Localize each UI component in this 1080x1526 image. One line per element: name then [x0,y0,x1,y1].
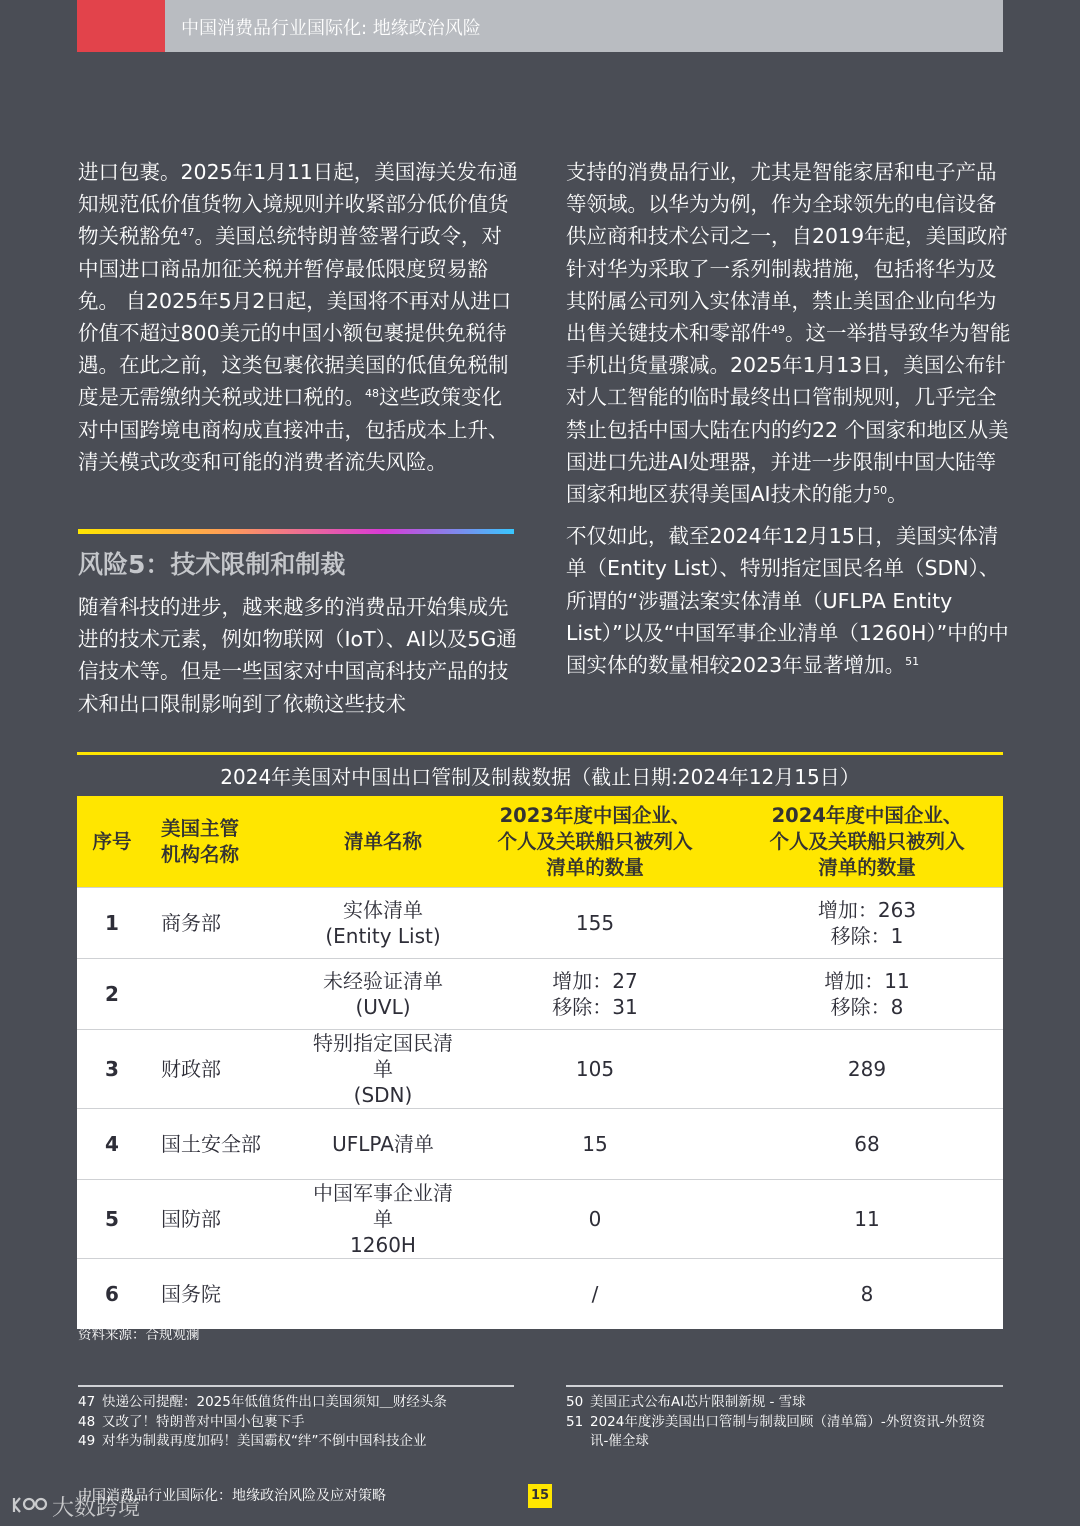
cell-no: 2 [77,959,147,1030]
section-heading: 风险5：技术限制和制裁 [78,550,346,579]
cell-2024: 68 [731,1109,1003,1180]
watermark-text: 大数跨境 [52,1496,141,1521]
table-title: 2024年美国对中国出口管制及制裁数据（截止日期:2024年12月15日） [220,765,860,789]
table-row [77,1030,1003,1109]
footnote-ref[interactable]: 49 [771,323,785,337]
footnote[interactable]: 51 2024年度涉美国出口管制与制裁回顾（清单篇）-外贸资讯-外贸资讯-催全球 [566,1413,986,1449]
cell-list: 中国军事企业清单 1260H [307,1180,459,1259]
cell-2024: 增加：263 移除：1 [731,888,1003,959]
cell-2023: 105 [459,1030,731,1109]
paragraph: 不仅如此，截至2024年12月15日，美国实体清单（Entity List）、特别指定国民名单（SDN）、所谓的“涉疆法案实体清单（UFLPA Entity List）”以及“中国军事企业清单（1260H）”中的中国实体的数量相较2023年显著增加。$^{51}$ [566,524,1009,678]
cell-no: 3 [77,1030,147,1109]
cell-list: UFLPA清单 [307,1109,459,1180]
cell-list: 特别指定国民清单 (SDN) [307,1030,459,1109]
table-row [77,1109,1003,1180]
footnote[interactable]: 47 快递公司提醒：2025年低值货件出口美国须知＿财经头条 [78,1394,447,1410]
footnote-rule [566,1385,1003,1387]
cell-no: 6 [77,1259,147,1330]
cell-no: 5 [77,1180,147,1259]
footnote-rule [78,1385,514,1387]
cell-2024: 8 [731,1259,1003,1330]
footnote-ref[interactable]: 51 [905,655,920,669]
cell-list [307,1259,459,1330]
table-source: 资料来源：合规观澜 [78,1327,200,1343]
left-column-text [78,156,518,478]
footnotes-left [78,1393,518,1452]
table-top-rule [77,752,1003,755]
header-accent-block [77,0,165,52]
table-row [77,888,1003,959]
footnote[interactable]: 48 又改了！特朗普对中国小包裹下手 [78,1413,305,1430]
cell-2024: 289 [731,1030,1003,1109]
header-2023: 2023年度中国企业、 个人及关联船只被列入 清单的数量 [459,796,731,888]
table-row [77,1259,1003,1330]
cell-agency: 财政部 [147,1030,307,1109]
footnotes-right [566,1393,1003,1452]
cell-2023: 增加：27 移除：31 [459,959,731,1030]
footnote-ref[interactable]: 48 [365,387,379,401]
header-title: 中国消费品行业国际化: 地缘政治风险 [181,18,481,39]
section-divider [78,529,514,534]
cell-agency: 商务部 [147,888,307,959]
header-agency: 美国主管 机构名称 [147,796,307,888]
table-row [77,959,1003,1030]
cell-no: 1 [77,888,147,959]
page-number: 15 [528,1484,552,1508]
cell-2024: 增加：11 移除：8 [731,959,1003,1030]
table-header-row [77,796,1003,888]
cell-list: 实体清单 (Entity List) [307,888,459,959]
left-column-text-2 [78,591,518,720]
watermark-logo-icon [10,1492,48,1516]
paragraph: 进口包裹。2025年1月11日起，美国海关发布通知规范低价值货物入境规则并收紧部分低价值货物关税豁免$^{47}$。美国总统特朗普签署行政令，对中国进口商品加征关税并暂停最低限度贸易豁免。 自2025年5月2日起，美国将不再对从进口价值不超过800美元的中国小额包裹提供免税待遇。在此之前，这类包裹依据美国的低值免税制度是无需缴纳关税或进口税的。$^{48}$这些政策变化对中国跨境电商构成直接冲击，包括成本上升、清关模式改变和可能的消费者流失风险。 [78,160,518,474]
cell-no: 4 [77,1109,147,1180]
cell-agency [147,959,307,1030]
footnote-ref[interactable]: 47 [180,226,195,240]
paragraph: 支持的消费品行业，尤其是智能家居和电子产品等领域。以华为为例，作为全球领先的电信设备供应商和技术公司之一，自2019年起，美国政府针对华为采取了一系列制裁措施，包括将华为及其附属公司列入实体清单，禁止美国企业向华为出售关键技术和零部件$^{49}$。这一举措导致华为智能手机出货量骤减。2025年1月13日，美国公布针对人工智能的临时最终出口管制规则，几乎完全禁止包括中国大陆在内的约22 个国家和地区从美国进口先进AI处理器，并进一步限制中国大陆等国家和地区获得美国AI技术的能力$^{50}$。 [566,160,1011,507]
header-2024: 2024年度中国企业、 个人及关联船只被列入 清单的数量 [731,796,1003,888]
cell-2023: 15 [459,1109,731,1180]
right-column-text [566,156,1011,681]
table-row [77,1180,1003,1259]
footnote[interactable]: 50 美国正式公布AI芯片限制新规 - 雪球 [566,1394,806,1410]
cell-2024: 11 [731,1180,1003,1259]
footnote[interactable]: 49 对华为制裁再度加码！美国霸权“绊”不倒中国科技企业 [78,1433,427,1449]
header-list: 清单名称 [307,796,459,888]
cell-2023: / [459,1259,731,1330]
cell-list: 未经验证清单 (UVL) [307,959,459,1030]
cell-2023: 155 [459,888,731,959]
footer-title: 中国消费品行业国际化：地缘政治风险及应对策略 [78,1488,386,1504]
paragraph: 随着科技的进步，越来越多的消费品开始集成先进的技术元素，例如物联网（IoT）、AI以及5G通信技术等。但是一些国家对中国高科技产品的技术和出口限制影响到了依赖这些技术 [78,595,517,716]
header-no: 序号 [77,796,147,888]
sanctions-table [77,796,1003,1329]
cell-2023: 0 [459,1180,731,1259]
cell-agency: 国防部 [147,1180,307,1259]
cell-agency: 国土安全部 [147,1109,307,1180]
footnote-ref[interactable]: 50 [873,484,888,498]
cell-agency: 国务院 [147,1259,307,1330]
